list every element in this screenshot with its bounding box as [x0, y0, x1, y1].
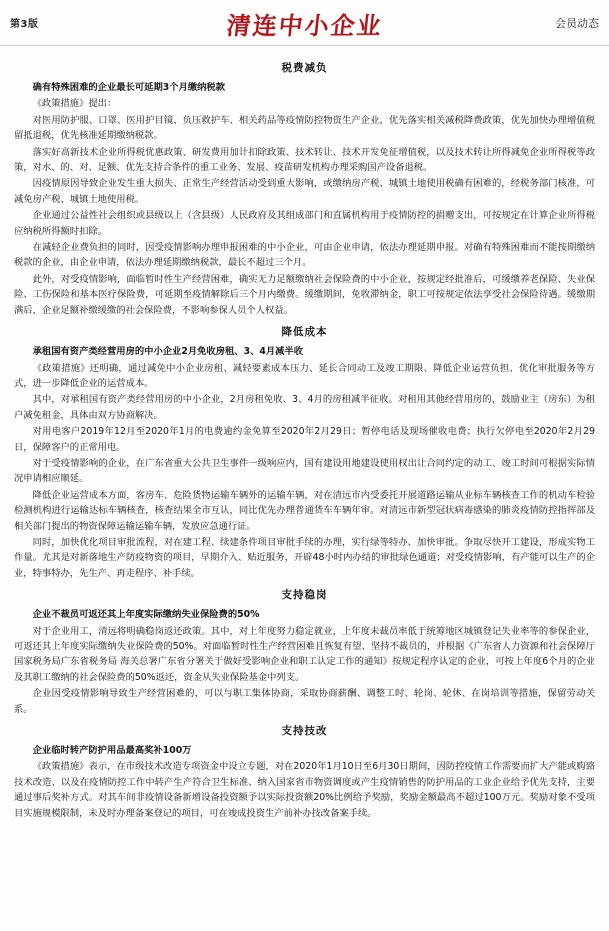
page-number-label: 第3版 [10, 19, 39, 30]
paragraph: 确有特殊困难的企业最长可延期3个月缴纳税款 [32, 82, 226, 93]
section-heading: 支持技改 [281, 725, 328, 738]
section-heading: 支持稳岗 [281, 589, 328, 602]
paragraph: 同时，加快优化项目审批流程，对在建工程、续建条件项目审批手续的办理，实行绿等特办、加快审批。争取尽快开工建设，形成实物工作量。尤其是对新落地生产防疫物资的项目，早期介入、贴近服务，开辟48小时内办结的审批绿色通道；对受疫情影响，有产能可以生产的企业，特事特办，先生产、再走程序、补手续。 [14, 536, 595, 579]
paragraph: 对于企业用工，清远将明确稳岗返还政策。其中，对上年度努力稳定就业，上年度未裁员率低于统筹地区城镇登记失业率等的参保企业，可返还其上年度实际缴纳失业保险费的50%。对面临暂时性生产经营困难且恢复有望、坚持不裁员的，并根据《广东省人力资源和社会保障厅 国家税务局广东省税务局 海关总署广东省分署关于做好受影响企业和职工认定工作的通知》按规定程序认定的企业，可按上年度6个月的企业及其职工缴纳的社会保险费的50%返还，资金从失业保险基金中列支。 [14, 625, 595, 683]
paragraph: 《政策措施》表示，在市级技术改造专项资金中设立专题，对在2020年1月10日至6月30日期间，因防控疫情工作需要而扩大产能或购臵技术改造、以及在疫情防控工作中转产生产符合卫生标准、纳入国家省市物资调度或产生疫情销售的防护用品的工业企业给予优先支持，主要通过事后奖补方式。对其车间非疫情设备新增设备投资额予以实际投资额20%比例给予奖励，奖励金额最高不超过100万元。奖励对象不受项目实施规模限制，未及时办理备案登记的项目，可在竣成投资生产前补办技改备案手续。 [14, 761, 595, 819]
article-body [0, 46, 609, 868]
masthead-title-container [0, 6, 609, 41]
paragraph: 企业临时转产防护用品最高奖补100万 [32, 745, 192, 757]
paragraph: 企业不裁员可返还其上年度实际缴纳失业保险费的50% [32, 609, 260, 621]
publication-title: 清连中小企业 [224, 11, 384, 40]
masthead [0, 0, 609, 46]
paragraph: 承租国有资产类经营用房的中小企业2月免收房租、3、4月减半收 [32, 346, 304, 358]
paragraph: 企业通过公益性社会组织或县级以上（含县级）人民政府及其组成部门和直属机构用于疫情防控的捐赠支出，可按规定在计算企业所得税应纳税所得额时扣除。 [14, 210, 595, 237]
paragraph: 对于受疫情影响的企业，在广东省重大公共卫生事件一级响应内，国有建设用地建设使用权出让合同约定的动工、竣工时间可根据实际情况申请相应顺延。 [14, 457, 595, 485]
section-heading: 税费减负 [281, 62, 328, 74]
paragraph: 《政策措施》还明确，通过减免中小企业房租、减轻要素成本压力、延长合同动工及竣工期限、降低企业运营负担、优化审批服务等方式，进一步降低企业的运营成本。 [14, 362, 595, 389]
paragraph: 因疫情原因导致企业发生重大损失、正常生产经营活动受到重大影响，或缴纳房产税、城镇土地使用税确有困难的，经税务部门核准，可减免房产税、城镇土地使用税。 [14, 178, 595, 205]
section-label: 会员动态 [555, 16, 599, 30]
section-heading: 降低成本 [281, 326, 328, 339]
paragraph: 对医用防护服、口罩、医用护目镜、负压救护车、相关药品等疫情防控物资生产企业，优先落实相关减税降费政策，优先加快办理增值税留抵退税，优先核准延期缴纳税款。 [14, 114, 595, 142]
paragraph: 其中，对承租国有资产类经营用房的中小企业，2月房租免收、3、4月的房租减半征收。对租用其他经营用房的，鼓励业主（房东）为租户减免租金，具体由双方协商解决。 [14, 394, 595, 421]
paragraph: 降低企业运营成本方面，客房车、危险货物运输车辆外的运输车辆，对在清远市内受委托开展道路运输从业标车辆核查工作的机动车检验检测机构进行运输达标车辆核查，核查结果全市互认，同比优先办理普通货车车辆年审。对清远市新型冠状病毒感染的肺炎疫情防控指挥部及相关部门提出的物资保障运输运输车辆，发放应急通行证。 [14, 489, 595, 532]
paragraph: 在减轻企业费负担的同时，因受疫情影响办理申报困难的中小企业，可由企业申请，依法办理延期申报。对确有特殊困难而不能按期缴纳税款的企业，由企业申请，依法办理延期缴纳税款，最长不超过三个月。 [14, 242, 595, 269]
paragraph: 对用电客户2019年12月至2020年1月的电费逾约金免算至2020年2月29日；暂停电话及现场催收电费；执行欠停电至2020年2月29日，保障客户的正常用电。 [14, 426, 595, 453]
page-bottom-space [14, 822, 595, 862]
paragraph: 企业因受疫情影响导致生产经营困难的，可以与职工集体协商，采取协商薪酬、调整工时、轮岗、轮休、在岗培训等措施，保留劳动关系。 [14, 688, 595, 715]
paragraph: 此外，对受疫情影响，面临暂时性生产经营困难，确实无力足额缴纳社会保险费的中小企业，按规定经批准后，可缓缴养老保险、失业保险、工伤保险和基本医疗保险费，可延期至疫情解除后三个月内缴费。缓缴期间，免收滞纳金，职工可按规定依法享受社会保险待遇。缓缴期满后，企业足额补缴缓缴的社会保险费，不影响参保人员个人权益。 [14, 273, 595, 316]
paragraph: 落实好高新技术企业所得税优惠政策、研发费用加计扣除政策、技术转让、技术开发免征增值税，以及技术转让所得减免企业所得税等政策，对水、的、对、足额、优先支持合条件的重工业务、发展、疫苗研发机构办理采购国产设备退税。 [14, 146, 595, 174]
paragraph: 《政策措施》提出： [32, 98, 117, 110]
